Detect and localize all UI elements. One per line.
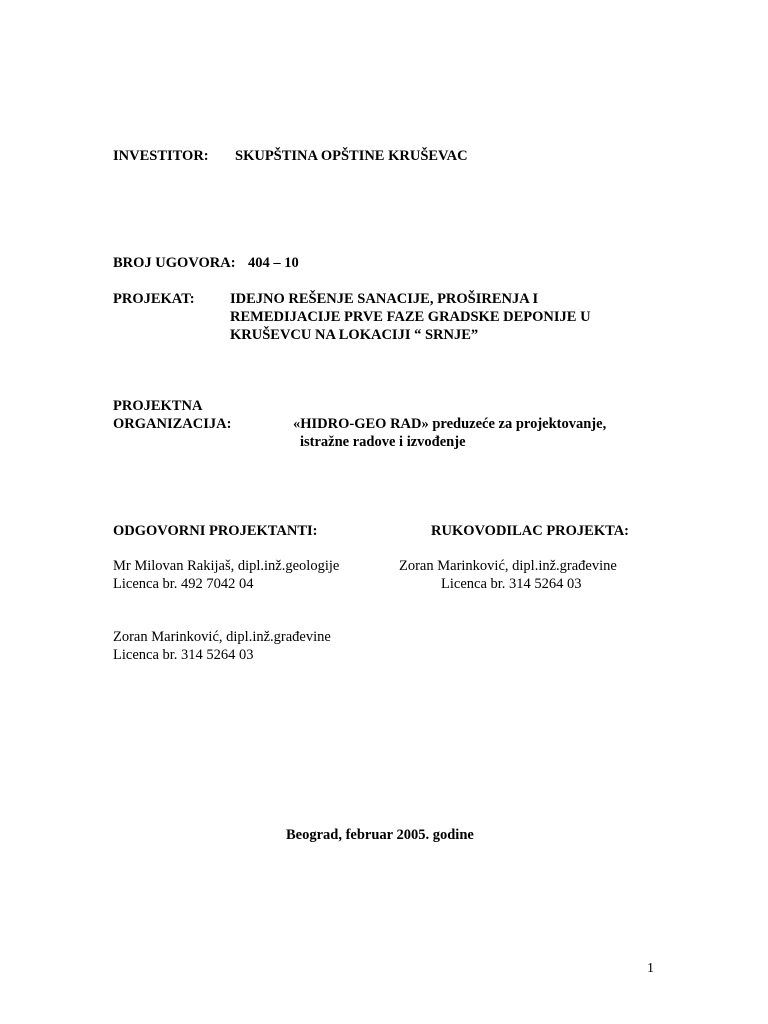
organization-label-line-1: PROJEKTNA [113, 398, 203, 414]
manager-name: Zoran Marinković, dipl.inž.građevine [399, 558, 617, 574]
place-date: Beograd, februar 2005. godine [286, 827, 474, 843]
project-title-line-3: KRUŠEVCU NA LOKACIJI “ SRNJE” [230, 327, 479, 343]
responsible-person-1-name: Mr Milovan Rakijaš, dipl.inž.geologije [113, 558, 340, 574]
page-number: 1 [647, 961, 654, 976]
project-title-line-2: REMEDIJACIJE PRVE FAZE GRADSKE DEPONIJE U [230, 309, 591, 325]
responsible-person-1-license: Licenca br. 492 7042 04 [113, 576, 254, 592]
manager-license: Licenca br. 314 5264 03 [441, 576, 582, 592]
investitor-value: SKUPŠTINA OPŠTINE KRUŠEVAC [235, 148, 468, 164]
contract-value: 404 – 10 [248, 255, 299, 271]
responsible-person-2-license: Licenca br. 314 5264 03 [113, 647, 254, 663]
manager-heading: RUKOVODILAC PROJEKTA: [431, 523, 630, 539]
project-label: PROJEKAT: [113, 291, 195, 307]
organization-value-line-1: «HIDRO-GEO RAD» preduzeće za projektovanje, [293, 416, 607, 432]
responsible-heading: ODGOVORNI PROJEKTANTI: [113, 523, 318, 539]
contract-label: BROJ UGOVORA: [113, 255, 236, 271]
organization-label-line-2: ORGANIZACIJA: [113, 416, 232, 432]
investitor-label: INVESTITOR: [113, 148, 209, 164]
organization-value-line-2: istražne radove i izvođenje [300, 434, 466, 450]
project-title-line-1: IDEJNO REŠENJE SANACIJE, PROŠIRENJA I [230, 291, 539, 307]
responsible-person-2-name: Zoran Marinković, dipl.inž.građevine [113, 629, 331, 645]
